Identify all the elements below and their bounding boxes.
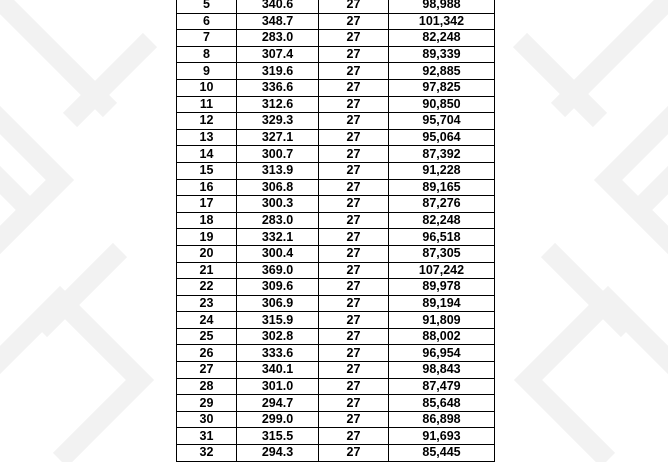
count-cell: 27 <box>319 378 389 395</box>
total-cell: 91,809 <box>389 312 495 329</box>
row-number-cell: 10 <box>177 79 237 96</box>
total-cell: 96,518 <box>389 229 495 246</box>
count-cell: 27 <box>319 262 389 279</box>
count-cell: 27 <box>319 179 389 196</box>
table-row <box>177 445 495 462</box>
value-cell: 294.3 <box>237 445 319 462</box>
value-cell: 333.6 <box>237 345 319 362</box>
row-number-cell: 26 <box>177 345 237 362</box>
value-cell: 340.6 <box>237 0 319 13</box>
count-cell: 27 <box>319 79 389 96</box>
table-row <box>177 46 495 63</box>
value-cell: 306.9 <box>237 295 319 312</box>
row-number-cell: 15 <box>177 162 237 179</box>
total-cell: 89,165 <box>389 179 495 196</box>
table-row <box>177 328 495 345</box>
count-cell: 27 <box>319 146 389 163</box>
total-cell: 89,339 <box>389 46 495 63</box>
count-cell: 27 <box>319 63 389 80</box>
total-cell: 97,825 <box>389 79 495 96</box>
row-number-cell: 12 <box>177 113 237 130</box>
table-row <box>177 13 495 30</box>
value-cell: 309.6 <box>237 279 319 296</box>
value-cell: 329.3 <box>237 113 319 130</box>
row-number-cell: 14 <box>177 146 237 163</box>
total-cell: 98,843 <box>389 362 495 379</box>
total-cell: 92,885 <box>389 63 495 80</box>
row-number-cell: 6 <box>177 13 237 30</box>
count-cell: 27 <box>319 96 389 113</box>
table-row <box>177 362 495 379</box>
count-cell: 27 <box>319 196 389 213</box>
count-cell: 27 <box>319 362 389 379</box>
table-row <box>177 162 495 179</box>
row-number-cell: 11 <box>177 96 237 113</box>
table-row <box>177 113 495 130</box>
table-row <box>177 411 495 428</box>
table-row <box>177 212 495 229</box>
value-cell: 336.6 <box>237 79 319 96</box>
count-cell: 27 <box>319 129 389 146</box>
value-cell: 369.0 <box>237 262 319 279</box>
value-cell: 348.7 <box>237 13 319 30</box>
count-cell: 27 <box>319 395 389 412</box>
count-cell: 27 <box>319 295 389 312</box>
count-cell: 27 <box>319 312 389 329</box>
value-cell: 300.7 <box>237 146 319 163</box>
table-row <box>177 63 495 80</box>
total-cell: 95,064 <box>389 129 495 146</box>
value-cell: 300.4 <box>237 245 319 262</box>
data-table-container <box>176 0 494 462</box>
total-cell: 96,954 <box>389 345 495 362</box>
count-cell: 27 <box>319 229 389 246</box>
table-row <box>177 146 495 163</box>
row-number-cell: 19 <box>177 229 237 246</box>
table-row <box>177 345 495 362</box>
row-number-cell: 22 <box>177 279 237 296</box>
value-cell: 319.6 <box>237 63 319 80</box>
total-cell: 89,194 <box>389 295 495 312</box>
row-number-cell: 31 <box>177 428 237 445</box>
row-number-cell: 13 <box>177 129 237 146</box>
total-cell: 91,693 <box>389 428 495 445</box>
table-row <box>177 295 495 312</box>
total-cell: 82,248 <box>389 30 495 47</box>
row-number-cell: 17 <box>177 196 237 213</box>
table-row <box>177 395 495 412</box>
count-cell: 27 <box>319 245 389 262</box>
table-row <box>177 0 495 13</box>
table-row <box>177 196 495 213</box>
table-row <box>177 179 495 196</box>
row-number-cell: 27 <box>177 362 237 379</box>
row-number-cell: 18 <box>177 212 237 229</box>
row-number-cell: 32 <box>177 445 237 462</box>
value-cell: 312.6 <box>237 96 319 113</box>
count-cell: 27 <box>319 279 389 296</box>
row-number-cell: 30 <box>177 411 237 428</box>
count-cell: 27 <box>319 345 389 362</box>
value-cell: 283.0 <box>237 30 319 47</box>
total-cell: 85,648 <box>389 395 495 412</box>
row-number-cell: 9 <box>177 63 237 80</box>
total-cell: 95,704 <box>389 113 495 130</box>
total-cell: 101,342 <box>389 13 495 30</box>
row-number-cell: 20 <box>177 245 237 262</box>
total-cell: 87,479 <box>389 378 495 395</box>
count-cell: 27 <box>319 30 389 47</box>
row-number-cell: 29 <box>177 395 237 412</box>
table-row <box>177 428 495 445</box>
value-cell: 315.9 <box>237 312 319 329</box>
total-cell: 89,978 <box>389 279 495 296</box>
total-cell: 88,002 <box>389 328 495 345</box>
value-cell: 300.3 <box>237 196 319 213</box>
count-cell: 27 <box>319 113 389 130</box>
row-number-cell: 16 <box>177 179 237 196</box>
table-row <box>177 262 495 279</box>
table-row <box>177 30 495 47</box>
count-cell: 27 <box>319 13 389 30</box>
row-number-cell: 5 <box>177 0 237 13</box>
table-row <box>177 312 495 329</box>
total-cell: 107,242 <box>389 262 495 279</box>
row-number-cell: 25 <box>177 328 237 345</box>
row-number-cell: 21 <box>177 262 237 279</box>
row-number-cell: 23 <box>177 295 237 312</box>
value-cell: 306.8 <box>237 179 319 196</box>
count-cell: 27 <box>319 0 389 13</box>
total-cell: 87,305 <box>389 245 495 262</box>
table-row <box>177 279 495 296</box>
count-cell: 27 <box>319 328 389 345</box>
table-row <box>177 378 495 395</box>
value-cell: 313.9 <box>237 162 319 179</box>
data-table-body <box>177 0 495 461</box>
total-cell: 98,988 <box>389 0 495 13</box>
table-row <box>177 245 495 262</box>
row-number-cell: 7 <box>177 30 237 47</box>
row-number-cell: 28 <box>177 378 237 395</box>
count-cell: 27 <box>319 411 389 428</box>
value-cell: 294.7 <box>237 395 319 412</box>
value-cell: 315.5 <box>237 428 319 445</box>
table-row <box>177 79 495 96</box>
count-cell: 27 <box>319 212 389 229</box>
value-cell: 340.1 <box>237 362 319 379</box>
data-table <box>176 0 495 462</box>
total-cell: 87,392 <box>389 146 495 163</box>
total-cell: 82,248 <box>389 212 495 229</box>
value-cell: 327.1 <box>237 129 319 146</box>
value-cell: 299.0 <box>237 411 319 428</box>
row-number-cell: 24 <box>177 312 237 329</box>
total-cell: 85,445 <box>389 445 495 462</box>
table-row <box>177 229 495 246</box>
value-cell: 307.4 <box>237 46 319 63</box>
total-cell: 91,228 <box>389 162 495 179</box>
count-cell: 27 <box>319 445 389 462</box>
count-cell: 27 <box>319 428 389 445</box>
total-cell: 87,276 <box>389 196 495 213</box>
table-row <box>177 129 495 146</box>
row-number-cell: 8 <box>177 46 237 63</box>
total-cell: 90,850 <box>389 96 495 113</box>
count-cell: 27 <box>319 46 389 63</box>
value-cell: 332.1 <box>237 229 319 246</box>
count-cell: 27 <box>319 162 389 179</box>
value-cell: 302.8 <box>237 328 319 345</box>
value-cell: 301.0 <box>237 378 319 395</box>
total-cell: 86,898 <box>389 411 495 428</box>
value-cell: 283.0 <box>237 212 319 229</box>
table-row <box>177 96 495 113</box>
